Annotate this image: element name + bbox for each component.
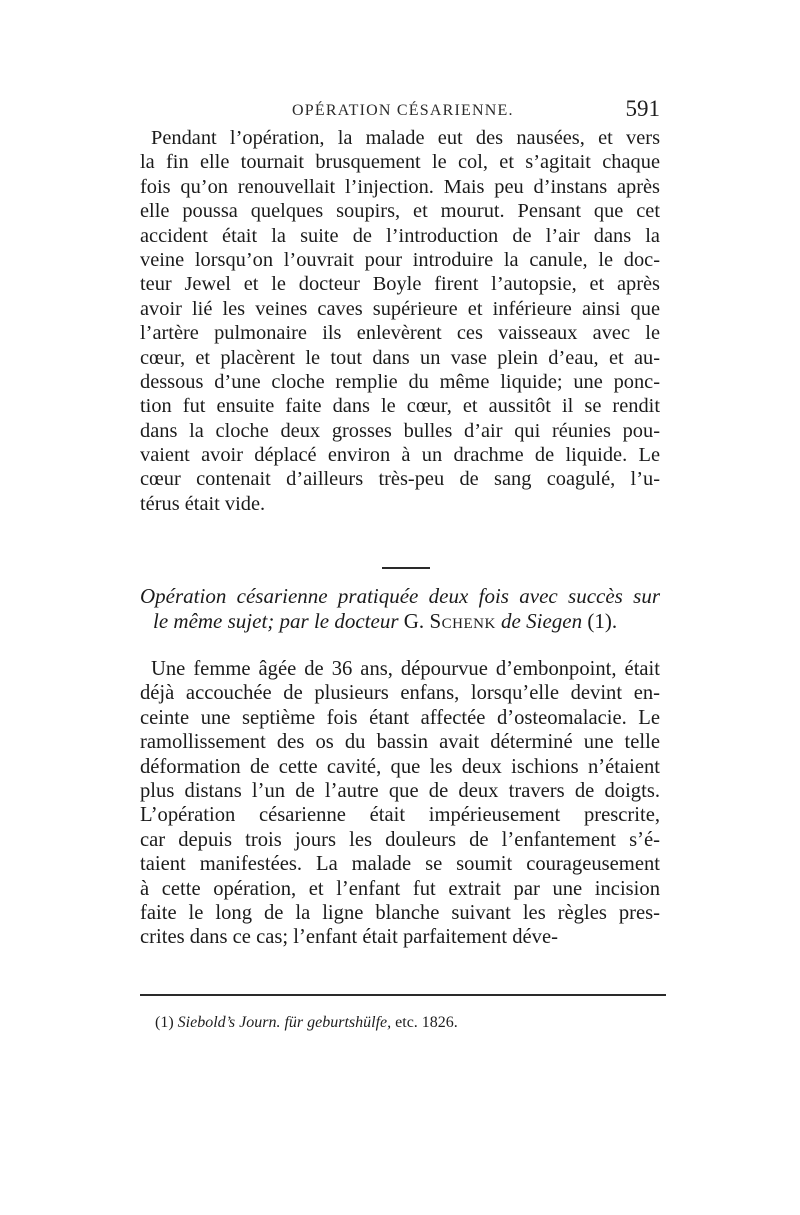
- footnote: [155, 1014, 458, 1032]
- text-line: vaient avoir déplacé environ à un drachme de liquide. Le: [140, 444, 660, 467]
- text-line: déjà accouchée de plusieurs enfans, lorsqu’elle devint en-: [140, 682, 660, 705]
- text-line: cœur, et placèrent le tout dans un vase plein d’eau, et au-: [140, 346, 660, 369]
- text-line: elle poussa quelques soupirs, et mourut. Pensant que cet: [140, 200, 660, 223]
- text-line: la fin elle tournait brusquement le col, et s’agitait chaque: [140, 151, 660, 174]
- text-line: Une femme âgée de 36 ans, dépourvue d’embonpoint, était: [151, 658, 660, 680]
- text-line: L’opération césarienne était impérieusement prescrite,: [140, 804, 660, 827]
- footnote-rest: etc. 1826.: [395, 1014, 458, 1031]
- footnote-reference: (1).: [587, 609, 618, 633]
- text-line: fois qu’on renouvellait l’injection. Mais peu d’instans après: [140, 175, 660, 198]
- text-line: à cette opération, et l’enfant fut extrait par une incision: [140, 877, 660, 900]
- text-line: crites dans ce cas; l’enfant était parfaitement déve-: [140, 926, 558, 949]
- text-line: avoir lié les veines caves supérieure et inférieure ainsi que: [140, 297, 660, 320]
- text-line: dans la cloche deux grosses bulles d’air qui réunies pou-: [140, 419, 660, 442]
- footnote-marker: (1): [155, 1014, 174, 1031]
- page-number: 591: [625, 96, 660, 121]
- text-line: faite le long de la ligne blanche suivant les règles pres-: [140, 901, 660, 924]
- author-name: Schenk: [429, 609, 496, 633]
- author-place: de Siegen: [501, 609, 583, 633]
- text-line: accident était la suite de l’introduction de l’air dans la: [140, 224, 660, 247]
- heading-italic-part: le même sujet; par le docteur: [153, 609, 399, 633]
- text-line: Pendant l’opération, la malade eut des nausées, et vers: [151, 127, 660, 149]
- text-line: car depuis trois jours les douleurs de l’enfantement s’é-: [140, 828, 660, 851]
- text-line: l’artère pulmonaire ils enlevèrent ces vaisseaux avec le: [140, 322, 660, 345]
- text-line: taient manifestées. La malade se soumit courageusement: [140, 853, 660, 876]
- text-line: déformation de cette cavité, que les deux ischions n’étaient: [140, 755, 660, 778]
- paragraph-autopsy: [140, 126, 660, 516]
- section-heading-line-2: [140, 609, 660, 634]
- footnote-rule: [140, 994, 666, 996]
- text-line: cœur contenait d’ailleurs très-peu de sang coagulé, l’u-: [140, 468, 660, 491]
- paragraph-case-report: [140, 657, 660, 950]
- text-line: ceinte une septième fois étant affectée d’osteomalacie. Le: [140, 706, 660, 729]
- section-heading-line-1: Opération césarienne pratiquée deux fois avec succès sur: [140, 584, 660, 608]
- text-line: ramollissement des os du bassin avait déterminé une telle: [140, 731, 660, 754]
- running-head: OPÉRATION CÉSARIENNE.: [292, 102, 514, 119]
- text-line: veine lorsqu’on l’ouvrait pour introduire la canule, le doc-: [140, 248, 660, 271]
- text-line: dessous d’une cloche remplie du même liquide; une ponc-: [140, 370, 660, 393]
- text-line: tion fut ensuite faite dans le cœur, et aussitôt il se rendit: [140, 395, 660, 418]
- page-header: [140, 96, 660, 126]
- text-line: teur Jewel et le docteur Boyle firent l’autopsie, et après: [140, 273, 660, 296]
- section-heading: [140, 584, 660, 634]
- text-line: plus distans l’un de l’autre que de deux travers de doigts.: [140, 779, 660, 802]
- footnote-source: Siebold’s Journ. für geburtshülfe,: [177, 1014, 392, 1031]
- text-line: térus était vide.: [140, 492, 266, 515]
- section-separator-rule: [382, 567, 430, 569]
- author-initial: G.: [403, 609, 425, 633]
